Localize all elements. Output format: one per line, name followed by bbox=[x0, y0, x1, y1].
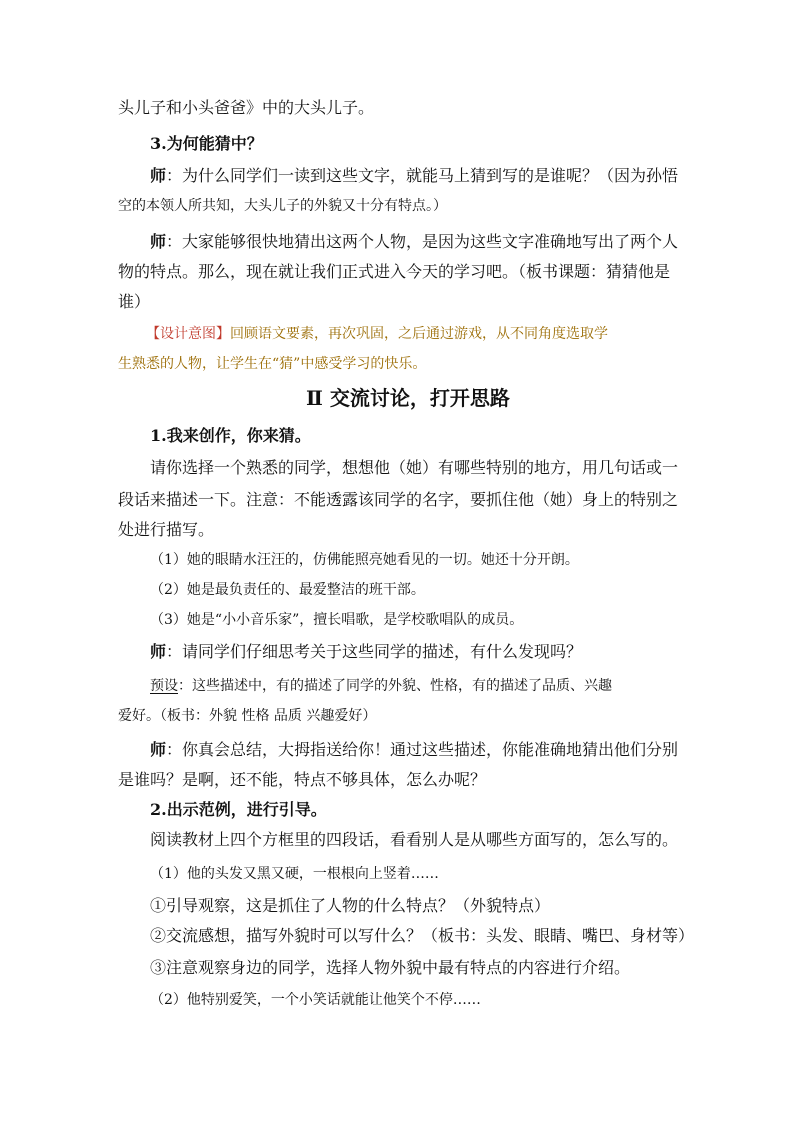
example-item: （2）她是最负责任的、最爱整洁的班干部。 bbox=[150, 582, 425, 598]
text-line: 请你选择一个熟悉的同学，想想他（她）有哪些特别的地方，用几句话或一 bbox=[150, 458, 679, 477]
text-line: 回顾语文要素，再次巩固，之后通过游戏，从不同角度选取学 bbox=[230, 326, 608, 342]
design-intent-tag: 【设计意图】 bbox=[146, 326, 230, 342]
teacher-label: 师 bbox=[150, 232, 167, 251]
teacher-line bbox=[150, 166, 678, 186]
text-line: 谁） bbox=[118, 292, 151, 311]
teacher-label: 师 bbox=[150, 166, 167, 185]
text-line: ：大家能够很快地猜出这两个人物，是因为这些文字准确地写出了两个人 bbox=[166, 232, 679, 251]
step-item: ③注意观察身边的同学，选择人物外貌中最有特点的内容进行介绍。 bbox=[150, 958, 631, 977]
text-line: ：你真会总结，大拇指送给你！通过这些描述，你能准确地猜出他们分别 bbox=[166, 740, 679, 759]
example-item: （1）她的眼睛水汪汪的，仿佛能照亮她看见的一切。她还十分开朗。 bbox=[150, 552, 579, 568]
text-line: 处进行描写。 bbox=[118, 520, 215, 539]
example-item: （2）他特别爱笑，一个小笑话就能让他笑个不停…… bbox=[150, 992, 481, 1008]
teacher-label: 师 bbox=[150, 740, 167, 759]
design-intent-line bbox=[146, 324, 608, 344]
subheading-create-guess: 1.我来创作，你来猜。 bbox=[150, 426, 311, 445]
preset-label: 预设 bbox=[150, 678, 178, 694]
teacher-line bbox=[150, 232, 678, 252]
text-line: 物的特点。那么，现在就让我们正式进入今天的学习吧。（板书课题：猜猜他是 bbox=[118, 262, 671, 281]
teacher-line bbox=[150, 642, 582, 662]
text-line: 头儿子和小头爸爸》中的大头儿子。 bbox=[118, 98, 375, 117]
text-line: ：请同学们仔细思考关于这些同学的描述，有什么发现吗？ bbox=[166, 642, 583, 661]
text-line: 爱好。（板书：外貌 性格 品质 兴趣爱好） bbox=[118, 708, 377, 724]
design-intent-line: 生熟悉的人物，让学生在“猜”中感受学习的快乐。 bbox=[118, 356, 427, 372]
subheading-show-example: 2.出示范例，进行引导。 bbox=[150, 800, 327, 819]
text-line: 阅读教材上四个方框里的四段话，看看别人是从哪些方面写的，怎么写的。 bbox=[150, 830, 679, 849]
step-item: ②交流感想，描写外貌时可以写什么？（板书：头发、眼睛、嘴巴、身材等） bbox=[150, 926, 695, 945]
teacher-line bbox=[150, 740, 678, 760]
subheading-why-guess: 3.为何能猜中？ bbox=[150, 134, 263, 153]
preset-line bbox=[150, 676, 612, 696]
text-line: ：为什么同学们一读到这些文字，就能马上猜到写的是谁呢？（因为孙悟 bbox=[166, 166, 679, 185]
text-line: ：这些描述中，有的描述了同学的外貌、性格，有的描述了品质、兴趣 bbox=[178, 678, 612, 694]
text-line: 段话来描述一下。注意：不能透露该同学的名字，要抓住他（她）身上的特别之 bbox=[118, 490, 679, 509]
section-title: Ⅱ 交流讨论，打开思路 bbox=[306, 386, 510, 410]
text-line: 空的本领人所共知，大头儿子的外貌又十分有特点。） bbox=[118, 198, 447, 214]
step-item: ①引导观察，这是抓住了人物的什么特点？（外貌特点） bbox=[150, 896, 551, 915]
teacher-label: 师 bbox=[150, 642, 167, 661]
example-item: （3）她是“小小音乐家”，擅长唱歌，是学校歌唱队的成员。 bbox=[150, 612, 524, 628]
example-item: （1）他的头发又黑又硬，一根根向上竖着…… bbox=[150, 866, 439, 882]
text-line: 是谁吗？是啊，还不能，特点不够具体，怎么办呢？ bbox=[118, 770, 487, 789]
